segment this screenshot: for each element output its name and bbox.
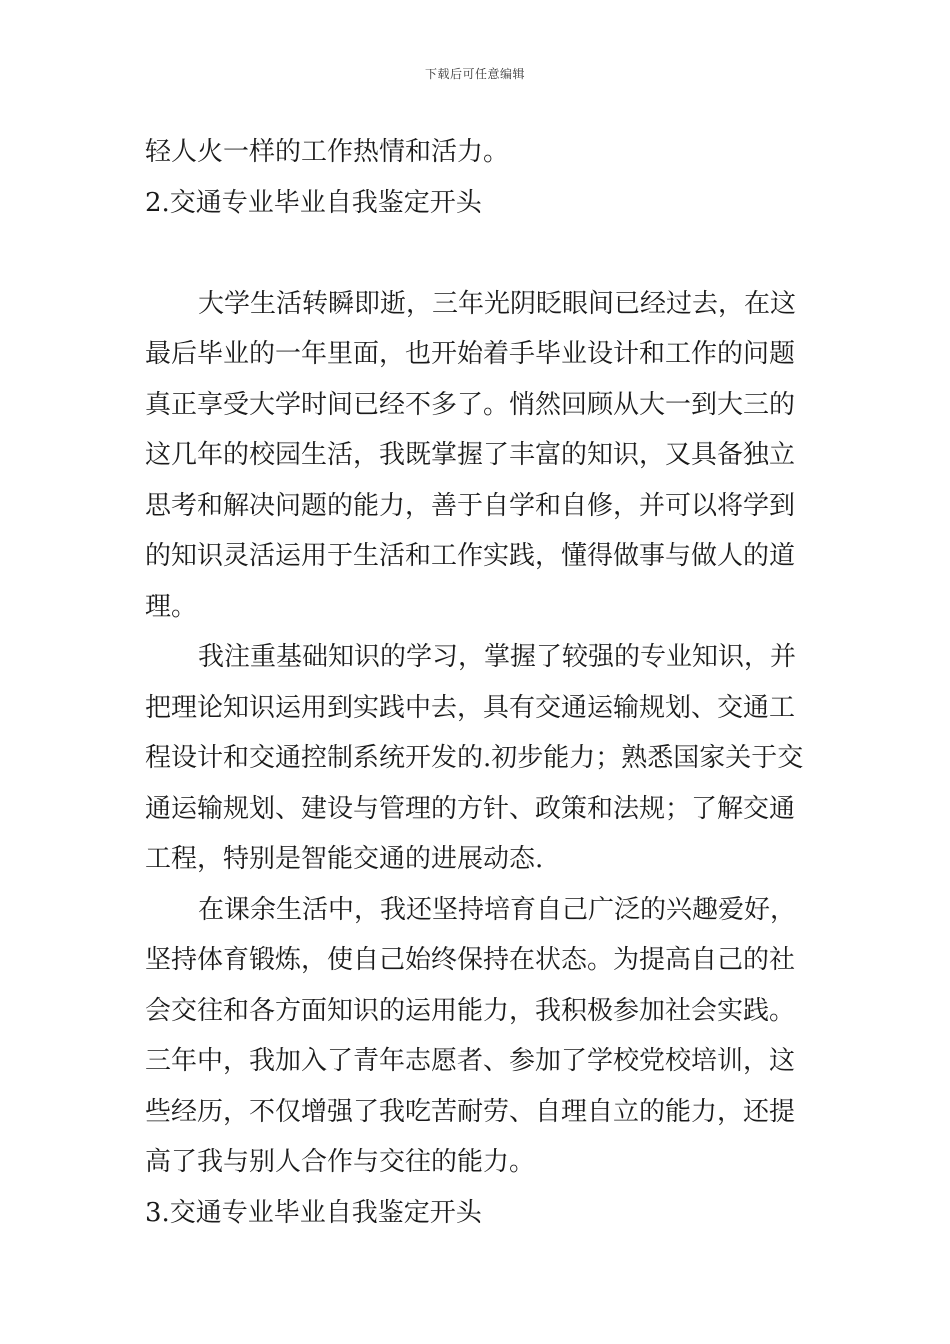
section-heading-3: 3.交通专业毕业自我鉴定开头: [145, 1197, 482, 1228]
paragraph-line: 通运输规划、建设与管理的方针、政策和法规；了解交通: [145, 793, 796, 824]
paragraph-line: 这几年的校园生活，我既掌握了丰富的知识，又具备独立: [145, 440, 796, 470]
paragraph-line: 些经历，不仅增强了我吃苦耐劳、自理自立的能力，还提: [145, 1096, 796, 1127]
document-body: [145, 127, 807, 1238]
paragraph-line: 最后毕业的一年里面，也开始着手毕业设计和工作的问题: [145, 339, 796, 369]
page-header: 下载后可任意编辑: [424, 67, 525, 81]
paragraph-1: [145, 279, 807, 633]
blank-line: [145, 228, 807, 279]
paragraph-line: 把理论知识运用到实践中去，具有交通运输规划、交通工: [145, 692, 796, 723]
paragraph-line: 的知识灵活运用于生活和工作实践，懂得做事与做人的道: [145, 541, 796, 571]
paragraph-line: 三年中，我加入了青年志愿者、参加了学校党校培训，这: [145, 1046, 796, 1076]
intro-tail-line: 轻人火一样的工作热情和活力。: [145, 137, 510, 167]
paragraph-line: 真正享受大学时间已经不多了。悄然回顾从大一到大三的: [145, 389, 796, 420]
paragraph-line: 高了我与别人合作与交往的能力。: [145, 1147, 536, 1177]
paragraph-line: 思考和解决问题的能力，善于自学和自修，并可以将学到: [145, 490, 796, 521]
paragraph-line: 程设计和交通控制系统开发的.初步能力；熟悉国家关于交: [145, 743, 804, 773]
paragraph-2: [145, 632, 807, 885]
paragraph-3: [145, 885, 807, 1188]
paragraph-line: 理。: [145, 591, 198, 622]
paragraph-line: 会交往和各方面知识的运用能力，我积极参加社会实践。: [145, 995, 796, 1026]
paragraph-line: 工程，特别是智能交通的进展动态.: [145, 844, 544, 874]
paragraph-line: 坚持体育锻炼，使自己始终保持在状态。为提高自己的社: [145, 945, 796, 975]
paragraph-line: 在课余生活中，我还坚持培育自己广泛的兴趣爱好，: [198, 894, 797, 925]
paragraph-line: 我注重基础知识的学习，掌握了较强的专业知识，并: [198, 642, 797, 672]
paragraph-line: 大学生活转瞬即逝，三年光阴眨眼间已经过去，在这: [198, 288, 797, 319]
section-heading-2: 2.交通专业毕业自我鉴定开头: [145, 187, 482, 218]
